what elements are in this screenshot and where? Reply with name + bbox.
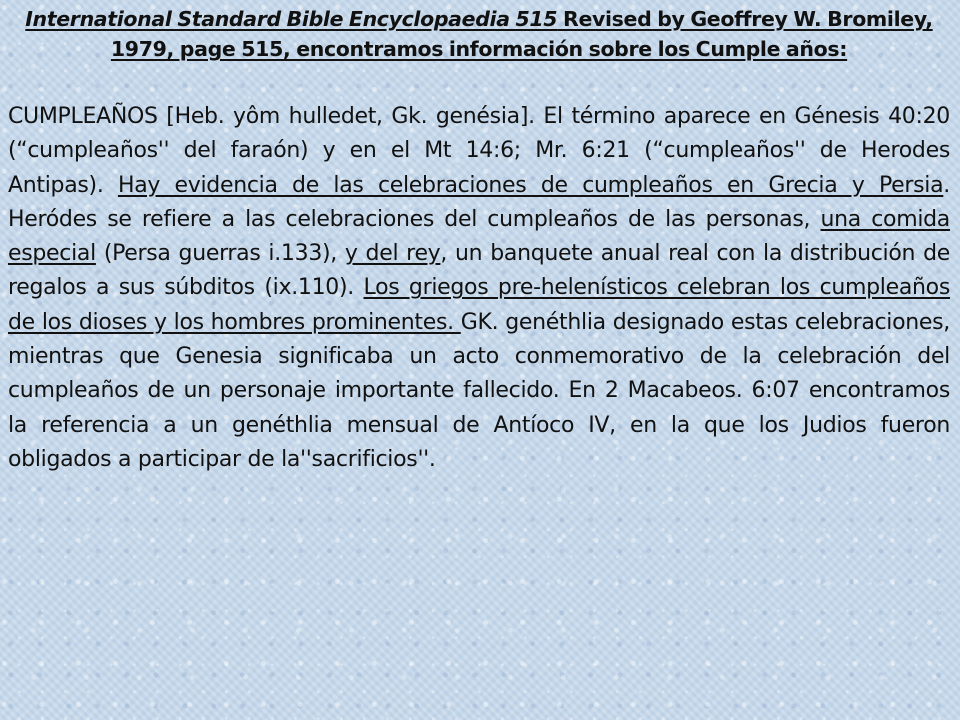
text-segment-3: (Persa guerras i.133), <box>95 241 345 267</box>
underlined-phrase-3: y del rey <box>344 241 441 267</box>
slide-heading <box>8 4 950 64</box>
text-segment-5: GK. genéthlia designado estas celebraciones, mientras que Genesia significaba un acto conmemorativo de la celebración del cumpleaños de un personaje importante fallecido. En 2 Macabeos. 6:07 encontramos la referencia a un genéthlia mensual de Antíoco IV, en la que los Judios fueron obligados a participar de la''sacrificios''. <box>8 309 950 472</box>
heading-rest: Revised by Geoffrey W. Bromiley, 1979, page 515, encontramos información sobre los Cumple años: <box>110 7 933 61</box>
text-segment-2: . Heródes se refiere a las celebraciones del cumpleaños de las personas, <box>8 172 950 232</box>
source-title: International Standard Bible Encyclopaedia 515 <box>25 7 558 31</box>
text-segment-1: CUMPLEAÑOS [Heb. yôm hulledet, Gk. genésia]. El término aparece en Génesis 40:20 (“cumpleaños'' del faraón) y en el Mt 14:6; Mr. 6:21 (“cumpleaños'' de Herodes Antipas). <box>8 104 950 198</box>
text-segment-4: , un banquete anual real con la distribución de regalos a sus súbditos (ix.110). <box>8 241 950 301</box>
underlined-phrase-2: una comida especial <box>8 206 950 267</box>
body-paragraph <box>8 100 950 477</box>
underlined-phrase-4: Los griegos pre-helenísticos celebran los cumpleaños de los dioses y los hombres prominentes. <box>8 275 951 335</box>
underlined-phrase-1: Hay evidencia de las celebraciones de cumpleaños en Grecia y Persia <box>117 172 944 198</box>
